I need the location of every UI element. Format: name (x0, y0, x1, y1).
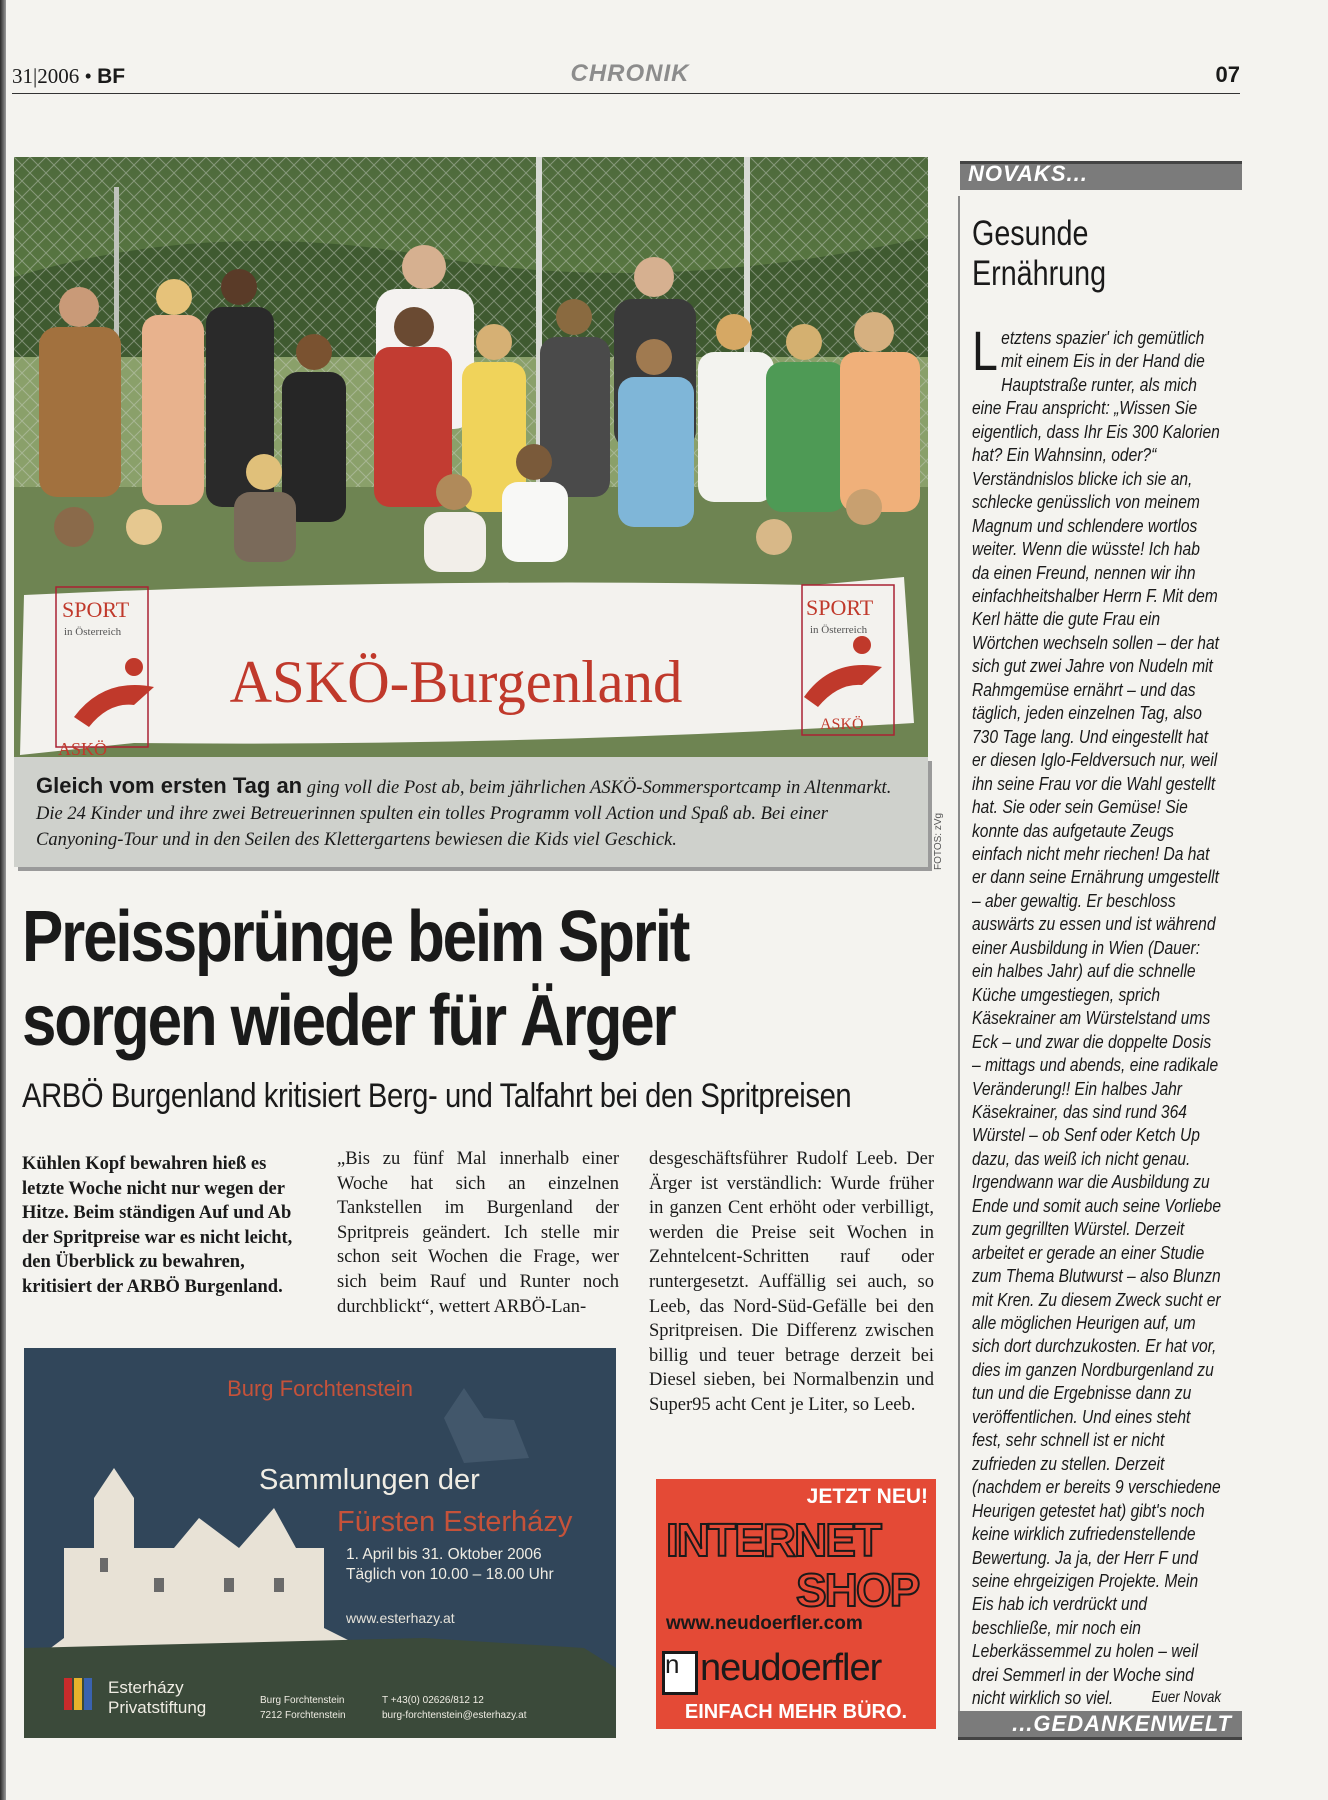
ad2-shop-line-1: INTERNET (666, 1514, 880, 1566)
banner-logo-left: ASKÖ (58, 739, 108, 757)
header-rule (12, 93, 1240, 94)
group-photo (14, 157, 928, 757)
neudoerfler-advertisement (656, 1479, 936, 1729)
ad2-url: www.neudoerfler.com (666, 1613, 863, 1634)
esterhazy-advertisement (24, 1348, 616, 1738)
issue-line (12, 64, 125, 89)
caption-lead: Gleich vom ersten Tag an (36, 773, 303, 798)
paper-name: BF (97, 65, 126, 88)
ad-title: Burg Forchtenstein (227, 1376, 413, 1401)
ad-contact-phone: T +43(0) 02626/812 12 (382, 1695, 484, 1706)
ad-address-2: 7212 Forchtenstein (260, 1710, 346, 1721)
issue-number: 31|2006 (12, 64, 80, 88)
banner-subtag-right: in Österreich (810, 624, 868, 636)
separator-dot: • (84, 64, 92, 88)
article-headline (22, 895, 796, 1063)
ad-dates: 1. April bis 31. Oktober 2006 (346, 1546, 542, 1563)
ad-url: www.esterhazy.at (346, 1610, 455, 1626)
article-column-2: „Bis zu fünf Mal innerhalb einer Woche hat sich an einzelnen Tankstellen im Burgenland der Spritpreis geändert. Ich stelle mir schon seit Wochen die Frage, wer sich beim Rauf und Runter noch durchblickt“, wettert ARBÖ-Lan- (337, 1149, 619, 1317)
article-column-3: desgeschäftsführer Rudolf Leeb. Der Ärger ist verständlich: Wurde früher in ganzen Cent erhöht oder verbilligt, werden die Preise seit Wochen in Zehntelcent-Schritten rauf oder runtergesetzt. Auffällig sei auch, so Leeb, das Nord-Süd-Gefälle bei den Spritpreisen. Die Differenz zwischen billig und teuer betrage derzeit bei Diesel sieben, bei Normalbenzin und Super95 acht Cent je Liter, so Leeb. (649, 1149, 934, 1415)
banner-logo-right: ASKÖ (820, 716, 864, 733)
section-title: CHRONIK (570, 60, 690, 87)
photo-credit: FOTOS: zVg (933, 812, 944, 870)
ad-address-1: Burg Forchtenstein (260, 1695, 345, 1706)
ad2-logo-letter: n (665, 1649, 680, 1679)
headline-line-1: Preissprünge beim Sprit (22, 897, 689, 977)
banner-tag-left: SPORT (62, 597, 130, 622)
page-number: 07 (1215, 62, 1240, 87)
banner-tag-right: SPORT (806, 595, 874, 620)
headline-line-2: sorgen wieder für Ärger (22, 981, 675, 1061)
ad-contact-email: burg-forchtenstein@esterhazy.at (382, 1710, 527, 1721)
ad2-claim: EINFACH MEHR BÜRO. (684, 1701, 908, 1723)
article-subhead: ARBÖ Burgenland kritisiert Berg- und Talfahrt bei den Spritpreisen (22, 1077, 852, 1115)
column-text: etztens spazier' ich gemütlich mit einem Eis in der Hand die Hauptstraße runter, als mich eine Frau anspricht: „Wissen Sie eigentlich, dass Ihr Eis 300 Kalorien hat? Ein Wahnsinn, oder?“ Verständnislos blicke ich sie an, schlecke genüsslich von meinem Magnum und schlendere wortlos weiter. Wenn die wüsste! Ich hab da einen Freund, nennen wir ihn einfachheitshalber Herrn F. Mit dem Kerl hätte die gute Frau ein Wörtchen wechseln sollen – der hat sich gut zwei Jahre von Nudeln mit Rahmgemüse ernährt – und das täglich, jeden einzelnen Tag, also 730 Tage lang. Und eingestellt hat er diesen Iglo-Feldversuch nur, weil ihn seine Frau vor die Wahl gestellt hat. Sie oder sein Gemüse! Sie konnte das aufgetaute Zeugs einfach nicht mehr riechen! Da hat er dann seine Ernährung umgestellt – aber gewaltig. Er beschloss auswärts zu essen und ist während einer Ausbildung in Wien (Dauer: ein halbes Jahr) auf die schnelle Küche umgestiegen, sprich Käsekrainer am Würstelstand ums Eck – und zwar die doppelte Dosis – mittags und abends, eine radikale Veränderung!! Ein halbes Jahr Käsekrainer, das sind rund 364 Würstel – ob Senf oder Ketch Up dazu, das weiß ich nicht genau. Irgendwann war die Ausbildung zu Ende und somit auch seine Vorliebe zum gegrillten Würstel. Derzeit arbeitet er gerade an einer Studie zum Thema Blutwurst – also Blunzn mit Kren. Zu diesem Zweck sucht er alle möglichen Heurigen auf, um sich dort durchzukosten. Er hat vor, dies im ganzen Nordburgenland zu tun und die Ergebnisse dann zu veröffentlichen. Und eines steht fest, sehr schnell ist er nicht zufrieden zu stellen. Derzeit (nachdem er bereits 9 verschiedene Heurigen getestet hat) gibt's noch keine wirklich zufriedenstellende Bewertung. Ja ja, der Herr F und seine ehrgeizigen Projekte. Mein Eis hab ich verdrückt und beschließe, mir noch ein Leberkässemmel zu holen – weil drei Semmerl in der Woche sind nicht wirklich so viel. (972, 327, 1221, 1709)
sidebar-tag-top: NOVAKS... (968, 161, 1088, 186)
ad-org-2: Privatstiftung (108, 1698, 207, 1717)
esterhazy-logo-icon (64, 1678, 92, 1710)
banner-title: ASKÖ-Burgenland (229, 648, 683, 716)
photo-caption (36, 773, 906, 853)
ad-hours: Täglich von 10.00 – 18.00 Uhr (346, 1566, 554, 1583)
ad2-brand: neudoerfler (700, 1647, 882, 1689)
article-lead-column: Kühlen Kopf bewahren hieß es letzte Woche nicht nur wegen der Hitze. Beim ständigen Auf und Ab der Spritpreise war es nicht leicht, den Überblick zu bewahren, kritisiert der ARBÖ Burgenland. (22, 1154, 293, 1297)
column-signature: Euer Novak (1151, 1689, 1221, 1707)
column-title-line-1: Gesunde (972, 214, 1089, 253)
ad-heading-1: Sammlungen der (259, 1464, 480, 1496)
caption-text: ging voll die Post ab, beim jährlichen ASKÖ-Sommersportcamp in Altenmarkt. Die 24 Kinder und ihre zwei Betreuerinnen spulten ein tolles Programm voll Action und Spaß ab. Bei einer Canyoning-Tour und in den Seilen des Klettergartens bewiesen die Kids viel Geschick. (36, 778, 892, 850)
column-body (972, 319, 1221, 1710)
sidebar-shadow (958, 196, 960, 1711)
group-photo-image (14, 157, 928, 757)
page-edge (0, 0, 6, 1800)
column-title (972, 214, 1185, 294)
ad-org-1: Esterházy (108, 1678, 184, 1697)
sidebar-tag-bottom: ...GEDANKENWELT (1012, 1711, 1232, 1736)
drop-cap: L (972, 319, 998, 382)
ad2-shop-line-2: SHOP (796, 1564, 919, 1616)
banner-subtag-left: in Österreich (64, 626, 122, 638)
column-title-line-2: Ernährung (972, 254, 1107, 293)
ad-heading-2: Fürsten Esterházy (337, 1506, 573, 1538)
ad2-tag: JETZT NEU! (806, 1485, 928, 1508)
